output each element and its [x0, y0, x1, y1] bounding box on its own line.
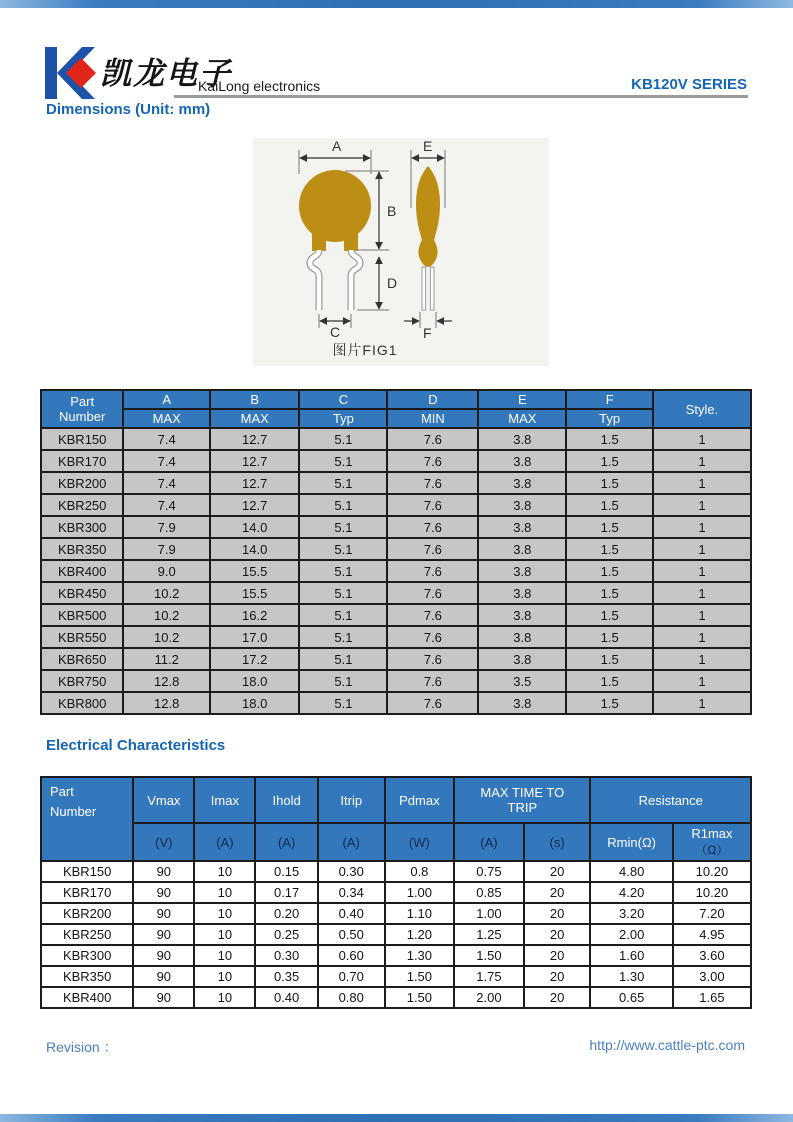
imax-cell: 10 — [194, 903, 255, 924]
unit-a1: (A) — [194, 823, 255, 861]
dim-c-cell: 5.1 — [299, 428, 387, 450]
col-header-f: F — [566, 390, 653, 409]
part-number-cell: KBR500 — [41, 604, 123, 626]
vmax-cell: 90 — [133, 924, 194, 945]
dim-b-cell: 14.0 — [210, 516, 299, 538]
dim-f-cell: 1.5 — [566, 494, 653, 516]
dim-e-cell: 3.8 — [478, 494, 566, 516]
trip-current-cell: 2.00 — [454, 987, 524, 1008]
style-cell: 1 — [653, 626, 751, 648]
vmax-cell: 90 — [133, 861, 194, 882]
figure-caption: 图片FIG1 — [332, 342, 398, 358]
rmin-cell: 1.30 — [590, 966, 672, 987]
dim-c-cell: 5.1 — [299, 648, 387, 670]
unit-s: (s) — [524, 823, 591, 861]
part-number-cell: KBR750 — [41, 670, 123, 692]
trip-current-cell: 1.00 — [454, 903, 524, 924]
electrical-table — [40, 776, 752, 1009]
kailong-logo-icon — [45, 44, 99, 102]
imax-cell: 10 — [194, 987, 255, 1008]
pdmax-cell: 1.20 — [385, 924, 455, 945]
r1max-cell: 7.20 — [673, 903, 751, 924]
style-cell: 1 — [653, 472, 751, 494]
col-header-imax: Imax — [194, 777, 255, 823]
part-number-cell: KBR150 — [41, 861, 133, 882]
part-number-cell: KBR350 — [41, 966, 133, 987]
itrip-cell: 0.40 — [318, 903, 385, 924]
r1max-line1: R1max — [691, 826, 733, 841]
itrip-cell: 0.34 — [318, 882, 385, 903]
dim-e-cell: 3.8 — [478, 538, 566, 560]
max-time-line1: MAX TIME TO — [480, 785, 565, 800]
dim-label-c: C — [330, 324, 341, 340]
vmax-cell: 90 — [133, 987, 194, 1008]
dim-e-cell: 3.8 — [478, 516, 566, 538]
dim-a-cell: 7.9 — [123, 516, 210, 538]
col-header-r1max — [673, 823, 751, 861]
itrip-cell: 0.50 — [318, 924, 385, 945]
pdmax-cell: 0.8 — [385, 861, 455, 882]
electrical-section-title: Electrical Characteristics — [46, 737, 226, 754]
ihold-cell: 0.20 — [255, 903, 317, 924]
style-cell: 1 — [653, 604, 751, 626]
dimension-table-row — [41, 538, 751, 560]
trip-time-cell: 20 — [524, 861, 591, 882]
top-decor-bar — [0, 0, 793, 8]
dim-d-cell: 7.6 — [387, 560, 478, 582]
imax-cell: 10 — [194, 945, 255, 966]
dim-label-d: D — [387, 275, 398, 291]
dim-label-f: F — [423, 325, 432, 340]
trip-current-cell: 0.85 — [454, 882, 524, 903]
dim-b-cell: 17.2 — [210, 648, 299, 670]
itrip-cell: 0.60 — [318, 945, 385, 966]
component-drawing — [253, 138, 549, 340]
dim-e-cell: 3.5 — [478, 670, 566, 692]
dim-f-cell: 1.5 — [566, 670, 653, 692]
brand-english: KaiLong electronics — [198, 78, 321, 94]
subheader-d-min: MIN — [387, 409, 478, 428]
part-number-cell: KBR300 — [41, 945, 133, 966]
dim-b-cell: 17.0 — [210, 626, 299, 648]
style-cell: 1 — [653, 428, 751, 450]
ihold-cell: 0.15 — [255, 861, 317, 882]
dim-e-cell: 3.8 — [478, 582, 566, 604]
dim-a-cell: 7.4 — [123, 472, 210, 494]
ihold-cell: 0.40 — [255, 987, 317, 1008]
dim-d-cell: 7.6 — [387, 692, 478, 714]
unit-w: (W) — [385, 823, 455, 861]
dim-c-cell: 5.1 — [299, 560, 387, 582]
subheader-b-max: MAX — [210, 409, 299, 428]
electrical-table-row — [41, 861, 751, 882]
dim-b-cell: 14.0 — [210, 538, 299, 560]
dim-e-cell: 3.8 — [478, 450, 566, 472]
part-number-cell: KBR170 — [41, 450, 123, 472]
trip-time-cell: 20 — [524, 882, 591, 903]
dim-b-cell: 12.7 — [210, 472, 299, 494]
electrical-table-row — [41, 987, 751, 1008]
dim-a-cell: 7.4 — [123, 494, 210, 516]
dim-a-cell: 10.2 — [123, 626, 210, 648]
col-header-b: B — [210, 390, 299, 409]
dim-d-cell: 7.6 — [387, 516, 478, 538]
part-number-cell: KBR200 — [41, 903, 133, 924]
col-header-ihold: Ihold — [255, 777, 317, 823]
part-number-cell: KBR250 — [41, 494, 123, 516]
trip-current-cell: 1.25 — [454, 924, 524, 945]
trip-current-cell: 1.75 — [454, 966, 524, 987]
dim-e-cell: 3.8 — [478, 626, 566, 648]
dim-c-cell: 5.1 — [299, 472, 387, 494]
dim-f-cell: 1.5 — [566, 538, 653, 560]
rmin-cell: 3.20 — [590, 903, 672, 924]
part-number-cell: KBR300 — [41, 516, 123, 538]
dimension-table-row — [41, 670, 751, 692]
dim-c-cell: 5.1 — [299, 582, 387, 604]
rmin-cell: 1.60 — [590, 945, 672, 966]
trip-current-cell: 0.75 — [454, 861, 524, 882]
itrip-cell: 0.80 — [318, 987, 385, 1008]
trip-time-cell: 20 — [524, 903, 591, 924]
dimension-table-row — [41, 604, 751, 626]
revision-label: Revision ： — [46, 1039, 118, 1055]
col-header-max-time-to-trip — [454, 777, 590, 823]
col-header-c: C — [299, 390, 387, 409]
dim-label-e: E — [423, 138, 433, 154]
part-header-line2: Number — [59, 409, 106, 424]
part-number-cell: KBR170 — [41, 882, 133, 903]
dim-e-cell: 3.8 — [478, 604, 566, 626]
dim-b-cell: 15.5 — [210, 560, 299, 582]
itrip-cell: 0.30 — [318, 861, 385, 882]
part-number-cell: KBR400 — [41, 560, 123, 582]
dim-f-cell: 1.5 — [566, 626, 653, 648]
brand-chinese: 凯龙电子 — [100, 56, 232, 92]
dim-b-cell: 16.2 — [210, 604, 299, 626]
dim-a-cell: 7.4 — [123, 428, 210, 450]
electrical-table-row — [41, 903, 751, 924]
dimensions-section-title: Dimensions (Unit: mm) — [46, 101, 211, 118]
dim-d-cell: 7.6 — [387, 450, 478, 472]
dim-d-cell: 7.6 — [387, 582, 478, 604]
unit-a3: (A) — [318, 823, 385, 861]
dim-f-cell: 1.5 — [566, 560, 653, 582]
electrical-table-row — [41, 924, 751, 945]
r1max-cell: 1.65 — [673, 987, 751, 1008]
col-header-vmax: Vmax — [133, 777, 194, 823]
col-header-pdmax: Pdmax — [385, 777, 455, 823]
pdmax-cell: 1.50 — [385, 987, 455, 1008]
dim-a-cell: 11.2 — [123, 648, 210, 670]
dim-d-cell: 7.6 — [387, 670, 478, 692]
style-cell: 1 — [653, 494, 751, 516]
part-number-cell: KBR150 — [41, 428, 123, 450]
part-number-cell: KBR800 — [41, 692, 123, 714]
subheader-e-max: MAX — [478, 409, 566, 428]
dim-e-cell: 3.8 — [478, 648, 566, 670]
series-title: KB120V SERIES — [631, 76, 747, 93]
dim-f-cell: 1.5 — [566, 648, 653, 670]
part-number-cell: KBR250 — [41, 924, 133, 945]
vmax-cell: 90 — [133, 882, 194, 903]
ihold-cell: 0.30 — [255, 945, 317, 966]
dim-e-cell: 3.8 — [478, 472, 566, 494]
part-header-line2: Number — [50, 804, 97, 819]
part-header-line1: Part — [50, 784, 74, 799]
dim-d-cell: 7.6 — [387, 538, 478, 560]
col-header-style: Style. — [653, 390, 751, 428]
max-time-line2: TRIP — [507, 800, 538, 815]
dimension-table-row — [41, 472, 751, 494]
dim-label-a: A — [332, 138, 342, 154]
dim-f-cell: 1.5 — [566, 428, 653, 450]
vmax-cell: 90 — [133, 903, 194, 924]
r1max-cell: 3.00 — [673, 966, 751, 987]
dim-d-cell: 7.6 — [387, 494, 478, 516]
dimension-figure — [253, 138, 549, 366]
imax-cell: 10 — [194, 966, 255, 987]
ihold-cell: 0.17 — [255, 882, 317, 903]
dim-f-cell: 1.5 — [566, 582, 653, 604]
unit-a2: (A) — [255, 823, 317, 861]
style-cell: 1 — [653, 538, 751, 560]
dim-c-cell: 5.1 — [299, 538, 387, 560]
dimension-table-row — [41, 494, 751, 516]
col-header-d: D — [387, 390, 478, 409]
subheader-f-typ: Typ — [566, 409, 653, 428]
electrical-table-row — [41, 882, 751, 903]
rmin-cell: 4.80 — [590, 861, 672, 882]
dim-f-cell: 1.5 — [566, 692, 653, 714]
dim-c-cell: 5.1 — [299, 494, 387, 516]
website-link[interactable]: http://www.cattle-ptc.com — [589, 1037, 745, 1053]
col-header-a: A — [123, 390, 210, 409]
dim-f-cell: 1.5 — [566, 450, 653, 472]
part-number-cell: KBR450 — [41, 582, 123, 604]
trip-time-cell: 20 — [524, 966, 591, 987]
trip-time-cell: 20 — [524, 987, 591, 1008]
pdmax-cell: 1.00 — [385, 882, 455, 903]
dim-a-cell: 10.2 — [123, 582, 210, 604]
dim-a-cell: 12.8 — [123, 692, 210, 714]
imax-cell: 10 — [194, 924, 255, 945]
dim-a-cell: 9.0 — [123, 560, 210, 582]
dim-a-cell: 10.2 — [123, 604, 210, 626]
dim-d-cell: 7.6 — [387, 648, 478, 670]
dim-e-cell: 3.8 — [478, 692, 566, 714]
r1max-line2: （Ω） — [695, 843, 729, 857]
r1max-cell: 3.60 — [673, 945, 751, 966]
r1max-cell: 10.20 — [673, 882, 751, 903]
dimension-table-row — [41, 428, 751, 450]
dim-c-cell: 5.1 — [299, 604, 387, 626]
header-divider — [174, 95, 748, 98]
col-header-part-number — [41, 390, 123, 428]
dim-c-cell: 5.1 — [299, 692, 387, 714]
style-cell: 1 — [653, 450, 751, 472]
dim-b-cell: 12.7 — [210, 494, 299, 516]
pdmax-cell: 1.30 — [385, 945, 455, 966]
dimension-table-row — [41, 626, 751, 648]
pdmax-cell: 1.50 — [385, 966, 455, 987]
dim-a-cell: 12.8 — [123, 670, 210, 692]
dimension-table-row — [41, 582, 751, 604]
unit-v: (V) — [133, 823, 194, 861]
part-number-cell: KBR650 — [41, 648, 123, 670]
style-cell: 1 — [653, 582, 751, 604]
dim-label-b: B — [387, 203, 397, 219]
imax-cell: 10 — [194, 861, 255, 882]
r1max-cell: 10.20 — [673, 861, 751, 882]
style-cell: 1 — [653, 692, 751, 714]
dim-b-cell: 12.7 — [210, 428, 299, 450]
style-cell: 1 — [653, 648, 751, 670]
dimension-table-row — [41, 692, 751, 714]
dim-a-cell: 7.9 — [123, 538, 210, 560]
unit-a4: (A) — [454, 823, 524, 861]
col-header-itrip: Itrip — [318, 777, 385, 823]
rmin-cell: 4.20 — [590, 882, 672, 903]
part-number-cell: KBR400 — [41, 987, 133, 1008]
trip-current-cell: 1.50 — [454, 945, 524, 966]
part-number-cell: KBR550 — [41, 626, 123, 648]
trip-time-cell: 20 — [524, 945, 591, 966]
dim-c-cell: 5.1 — [299, 626, 387, 648]
vmax-cell: 90 — [133, 945, 194, 966]
rmin-cell: 0.65 — [590, 987, 672, 1008]
dimension-table-row — [41, 648, 751, 670]
dim-d-cell: 7.6 — [387, 428, 478, 450]
pdmax-cell: 1.10 — [385, 903, 455, 924]
part-number-cell: KBR200 — [41, 472, 123, 494]
col-header-e: E — [478, 390, 566, 409]
part-number-cell: KBR350 — [41, 538, 123, 560]
dim-a-cell: 7.4 — [123, 450, 210, 472]
dimensions-table — [40, 389, 752, 715]
dimension-table-row — [41, 450, 751, 472]
dim-d-cell: 7.6 — [387, 626, 478, 648]
imax-cell: 10 — [194, 882, 255, 903]
bottom-decor-bar — [0, 1114, 793, 1122]
electrical-table-row — [41, 945, 751, 966]
dim-b-cell: 12.7 — [210, 450, 299, 472]
dim-f-cell: 1.5 — [566, 472, 653, 494]
dim-b-cell: 18.0 — [210, 692, 299, 714]
itrip-cell: 0.70 — [318, 966, 385, 987]
subheader-c-typ: Typ — [299, 409, 387, 428]
dim-c-cell: 5.1 — [299, 516, 387, 538]
dim-c-cell: 5.1 — [299, 670, 387, 692]
col-header-resistance: Resistance — [590, 777, 751, 823]
dimension-table-row — [41, 560, 751, 582]
col-header-part-number — [41, 777, 133, 861]
style-cell: 1 — [653, 560, 751, 582]
ihold-cell: 0.25 — [255, 924, 317, 945]
dim-b-cell: 18.0 — [210, 670, 299, 692]
vmax-cell: 90 — [133, 966, 194, 987]
r1max-cell: 4.95 — [673, 924, 751, 945]
dim-d-cell: 7.6 — [387, 604, 478, 626]
trip-time-cell: 20 — [524, 924, 591, 945]
dim-d-cell: 7.6 — [387, 472, 478, 494]
ihold-cell: 0.35 — [255, 966, 317, 987]
part-header-line1: Part — [70, 394, 95, 409]
rmin-cell: 2.00 — [590, 924, 672, 945]
dim-b-cell: 15.5 — [210, 582, 299, 604]
dim-f-cell: 1.5 — [566, 516, 653, 538]
style-cell: 1 — [653, 516, 751, 538]
dim-e-cell: 3.8 — [478, 560, 566, 582]
subheader-a-max: MAX — [123, 409, 210, 428]
electrical-table-row — [41, 966, 751, 987]
dimension-table-row — [41, 516, 751, 538]
col-header-rmin: Rmin(Ω) — [590, 823, 672, 861]
dim-c-cell: 5.1 — [299, 450, 387, 472]
dim-f-cell: 1.5 — [566, 604, 653, 626]
dim-e-cell: 3.8 — [478, 428, 566, 450]
style-cell: 1 — [653, 670, 751, 692]
